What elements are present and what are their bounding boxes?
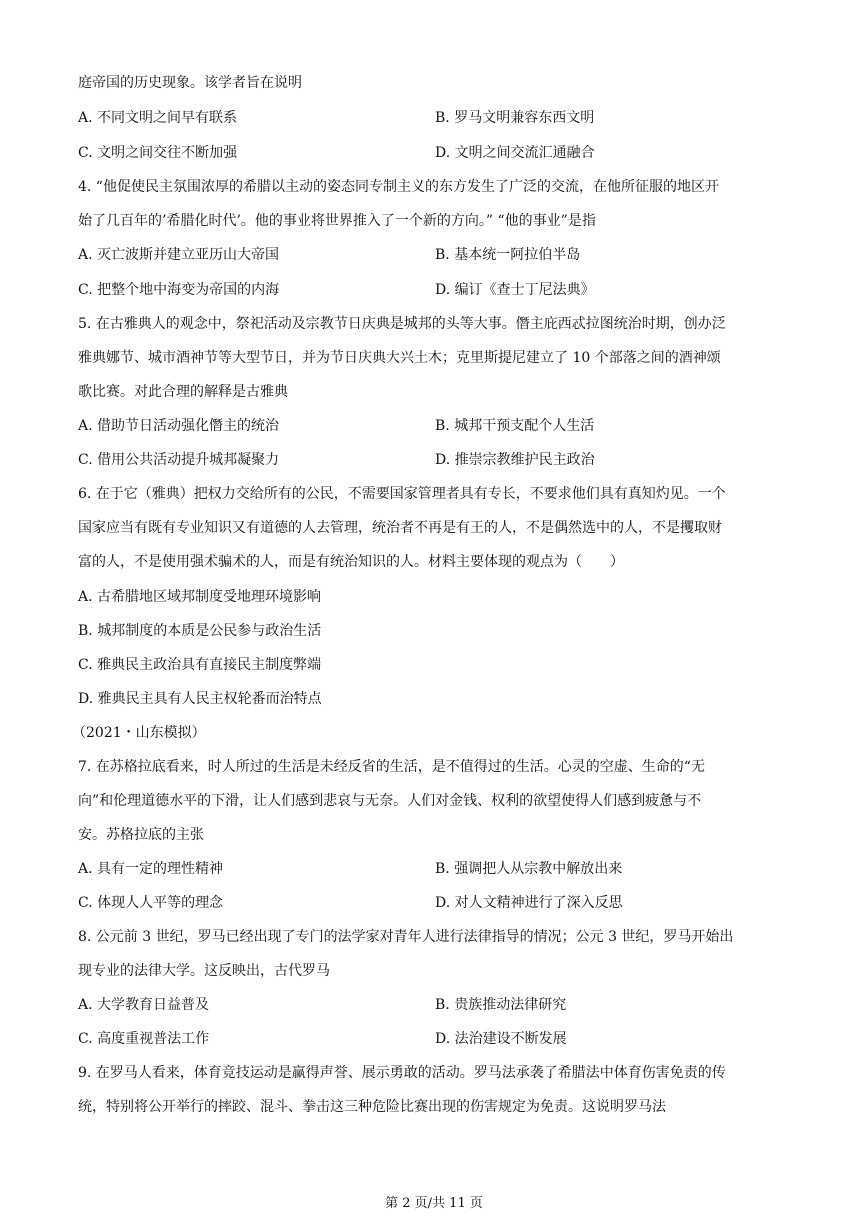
page-number-footer: 第 2 页/共 11 页 — [385, 1196, 483, 1211]
q5-option-a: A. 借助节日活动强化僭主的统治 — [78, 418, 280, 434]
question-4-stem-line2: 始了几百年的’希腊化时代’。他的事业将世界推入了一个新的方向。” “他的事业”是指 — [78, 213, 596, 229]
question-3-stem-tail: 庭帝国的历史现象。该学者旨在说明 — [78, 75, 302, 91]
question-9-stem-line1: 9. 在罗马人看来，体育竞技运动是赢得声誉、展示勇敢的活动。罗马法承袭了希腊法中体育伤害免责的传 — [78, 1065, 726, 1081]
question-5-stem-line2: 雅典娜节、城市酒神节等大型节日，并为节日庆典大兴土木；克里斯提尼建立了 10 个部落之间的酒神颂 — [78, 350, 721, 366]
q4-option-b: B. 基本统一阿拉伯半岛 — [435, 247, 581, 263]
q4-option-d: D. 编订《查士丁尼法典》 — [435, 282, 595, 298]
q7-option-a: A. 具有一定的理性精神 — [78, 861, 224, 877]
q4-option-a: A. 灭亡波斯并建立亚历山大帝国 — [78, 247, 280, 263]
question-8-stem-line2: 现专业的法律大学。这反映出，古代罗马 — [78, 963, 330, 979]
q6-option-b: B. 城邦制度的本质是公民参与政治生活 — [78, 623, 322, 639]
question-6-stem-line1: 6. 在于它（雅典）把权力交给所有的公民，不需要国家管理者具有专长，不要求他们具有真知灼见。一个 — [78, 486, 726, 502]
question-6-stem-line2: 国家应当有既有专业知识又有道德的人去管理，统治者不再是有王的人，不是偶然选中的人，不是攫取财 — [78, 520, 722, 536]
q3-option-c: C. 文明之间交往不断加强 — [78, 145, 238, 161]
q5-option-b: B. 城邦干预支配个人生活 — [435, 418, 595, 434]
question-4-stem-line1: 4. “他促使民主氛围浓厚的希腊以主动的姿态同专制主义的东方发生了广泛的交流，在他所征服的地区开 — [78, 179, 719, 195]
question-7-stem-line2: 向”和伦理道德水平的下滑，让人们感到悲哀与无奈。人们对金钱、权利的欲望使得人们感到疲惫与不 — [78, 793, 702, 809]
q7-option-d: D. 对人文精神进行了深入反思 — [435, 895, 623, 911]
question-5-stem-line3: 歌比赛。对此合理的解释是古雅典 — [78, 384, 288, 400]
q8-option-a: A. 大学教育日益普及 — [78, 997, 210, 1013]
q7-option-b: B. 强调把人从宗教中解放出来 — [435, 861, 623, 877]
q3-option-a: A. 不同文明之间早有联系 — [78, 110, 238, 126]
question-9-stem-line2: 统，特别将公开举行的摔跤、混斗、拳击这三种危险比赛出现的伤害规定为免责。这说明罗马法 — [78, 1099, 666, 1115]
q4-option-c: C. 把整个地中海变为帝国的内海 — [78, 282, 280, 298]
q8-option-d: D. 法治建设不断发展 — [435, 1031, 567, 1047]
question-6-stem-line3: 富的人，不是使用强术骗术的人，而是有统治知识的人。材料主要体现的观点为（ ） — [78, 554, 624, 570]
q6-option-c: C. 雅典民主政治具有直接民主制度弊端 — [78, 657, 322, 673]
q6-option-a: A. 古希腊地区域邦制度受地理环境影响 — [78, 589, 322, 605]
q8-option-c: C. 高度重视普法工作 — [78, 1031, 210, 1047]
q3-option-b: B. 罗马文明兼容东西文明 — [435, 110, 595, 126]
question-8-stem-line1: 8. 公元前 3 世纪，罗马已经出现了专门的法学家对青年人进行法律指导的情况；公元 3 世纪，罗马开始出 — [78, 929, 734, 945]
q6-option-d: D. 雅典民主具有人民主权轮番而治特点 — [78, 691, 322, 707]
question-7-stem-line1: 7. 在苏格拉底看来，时人所过的生活是未经反省的生活，是不值得过的生活。心灵的空虚、生命的“无 — [78, 759, 705, 775]
q5-option-d: D. 推崇宗教维护民主政治 — [435, 452, 595, 468]
q8-option-b: B. 贵族推动法律研究 — [435, 997, 567, 1013]
question-5-stem-line1: 5. 在古雅典人的观念中，祭祀活动及宗教节日庆典是城邦的头等大事。僭主庇西忒拉图统治时期，创办泛 — [78, 316, 726, 332]
question-7-stem-line3: 安。苏格拉底的主张 — [78, 827, 204, 843]
q7-option-c: C. 体现人人平等的理念 — [78, 895, 224, 911]
source-note: （2021・山东模拟） — [72, 725, 206, 741]
q3-option-d: D. 文明之间交流汇通融合 — [435, 145, 595, 161]
q5-option-c: C. 借用公共活动提升城邦凝聚力 — [78, 452, 280, 468]
